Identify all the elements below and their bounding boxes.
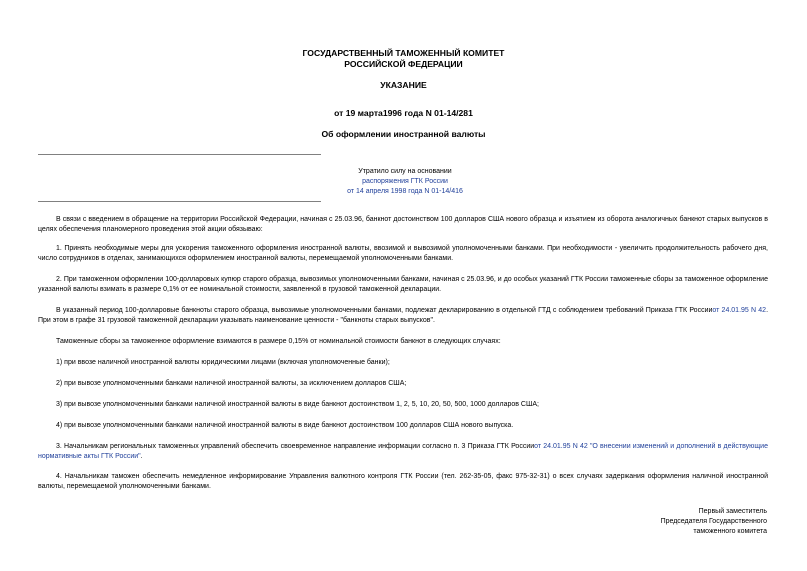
org-name-line1: ГОСУДАРСТВЕННЫЙ ТАМОЖЕННЫЙ КОМИТЕТ — [302, 48, 505, 58]
document-type: УКАЗАНИЕ — [380, 80, 427, 90]
signature-line3: таможенного комитета — [693, 528, 767, 535]
list-item-2: 2) при вывозе уполномоченными банками наличной иностранной валюты, за исключением долларов США; — [56, 380, 407, 387]
list-item-3: 3) при вывозе уполномоченными банками наличной иностранной валюты в виде банкнот достоинством 1, 2, 5, 10, 20, 50, 500, 1000 долларов США; — [56, 401, 540, 408]
order-link-1[interactable]: от 24.01.95 N 42 — [712, 307, 767, 314]
divider-bottom — [38, 201, 321, 202]
signature-line1: Первый заместитель — [698, 508, 767, 515]
status-note-link-order[interactable]: распоряжения ГТК России — [362, 178, 448, 185]
paragraph-4: 4. Начальникам таможен обеспечить немедленное информирование Управления валютного контроля ГТК России (тел. 262-35-05, факс 975-32-31) о всех случаях задержания оформления наличной иностранной валюты, перемещаемой уполномоченными банками. — [38, 473, 768, 490]
paragraph-2-continued-text-b: . При этом в графе 31 грузовой таможенной декларации указывать наименование ценности - "банкноты старых выпусков". — [38, 307, 769, 324]
order-link-2[interactable]: от 24.01.95 N 42 "О внесении изменений и дополнений в действующие нормативные акты ГТК России" — [38, 443, 768, 460]
paragraph-3-text-b: . — [140, 453, 143, 460]
document-title: Об оформлении иностранной валюты — [321, 129, 486, 139]
list-item-1: 1) при ввозе наличной иностранной валюты юридическими лицами (включая уполномоченные банки); — [56, 359, 390, 366]
paragraph-2-continued — [38, 306, 768, 326]
paragraph-1: 1. Принять необходимые меры для ускорения таможенного оформления иностранной валюты, ввозимой и вывозимой уполномоченными банками. При необходимости - увеличить продолжительность рабочего дня, число сотрудников в отделах, занимающихся оформлением иностранной валюты, перемещаемой уполномоченными банками. — [38, 245, 768, 262]
paragraph-2-continued-text-a: В указанный период 100-долларовые банкноты старого образца, вывозимые уполномоченными банками, подлежат декларированию в отдельной ГТД с соблюдением требований Приказа ГТК России — [56, 307, 713, 314]
list-item-4: 4) при вывозе уполномоченными банками наличной иностранной валюты в виде банкнот достоинством 100 долларов США нового выпуска. — [56, 422, 514, 429]
signature-line2: Председателя Государственного — [660, 518, 767, 525]
status-note-text: Утратило силу на основании — [358, 168, 452, 175]
paragraph-intro: В связи с введением в обращение на территории Российской Федерации, начиная с 25.03.96, банкнот достоинством 100 долларов США нового образца и изъятием из оборота аналогичных банкнот старых выпусков в целях обеспечения планомерного проведения этой акции обязываю: — [38, 216, 768, 233]
paragraph-2: 2. При таможенном оформлении 100-долларовых купюр старого образца, вывозимых уполномоченными банками, начиная с 25.03.96, и до особых указаний ГТК России таможенные сборы за таможенное оформление указанной валюты взимать в размере 0,1% от ее номинальной стоимости, заявленной в грузовой таможенной декларации. — [38, 276, 768, 293]
paragraph-fees: Таможенные сборы за таможенное оформление взимаются в размере 0,15% от номинальной стоимости банкнот в следующих случаях: — [56, 338, 501, 345]
document-date: от 19 марта1996 года N 01-14/281 — [334, 108, 473, 118]
divider-top — [38, 154, 321, 155]
status-note — [300, 167, 510, 197]
paragraph-3 — [38, 442, 768, 462]
signature-block — [661, 507, 767, 537]
org-name-line2: РОССИЙСКОЙ ФЕДЕРАЦИИ — [344, 59, 463, 69]
paragraph-3-text-a: 3. Начальникам региональных таможенных управлений обеспечить своевременное направление информации согласно п. 3 Приказа ГТК России — [56, 443, 535, 450]
status-note-link-date[interactable]: от 14 апреля 1998 года N 01-14/416 — [347, 188, 463, 195]
